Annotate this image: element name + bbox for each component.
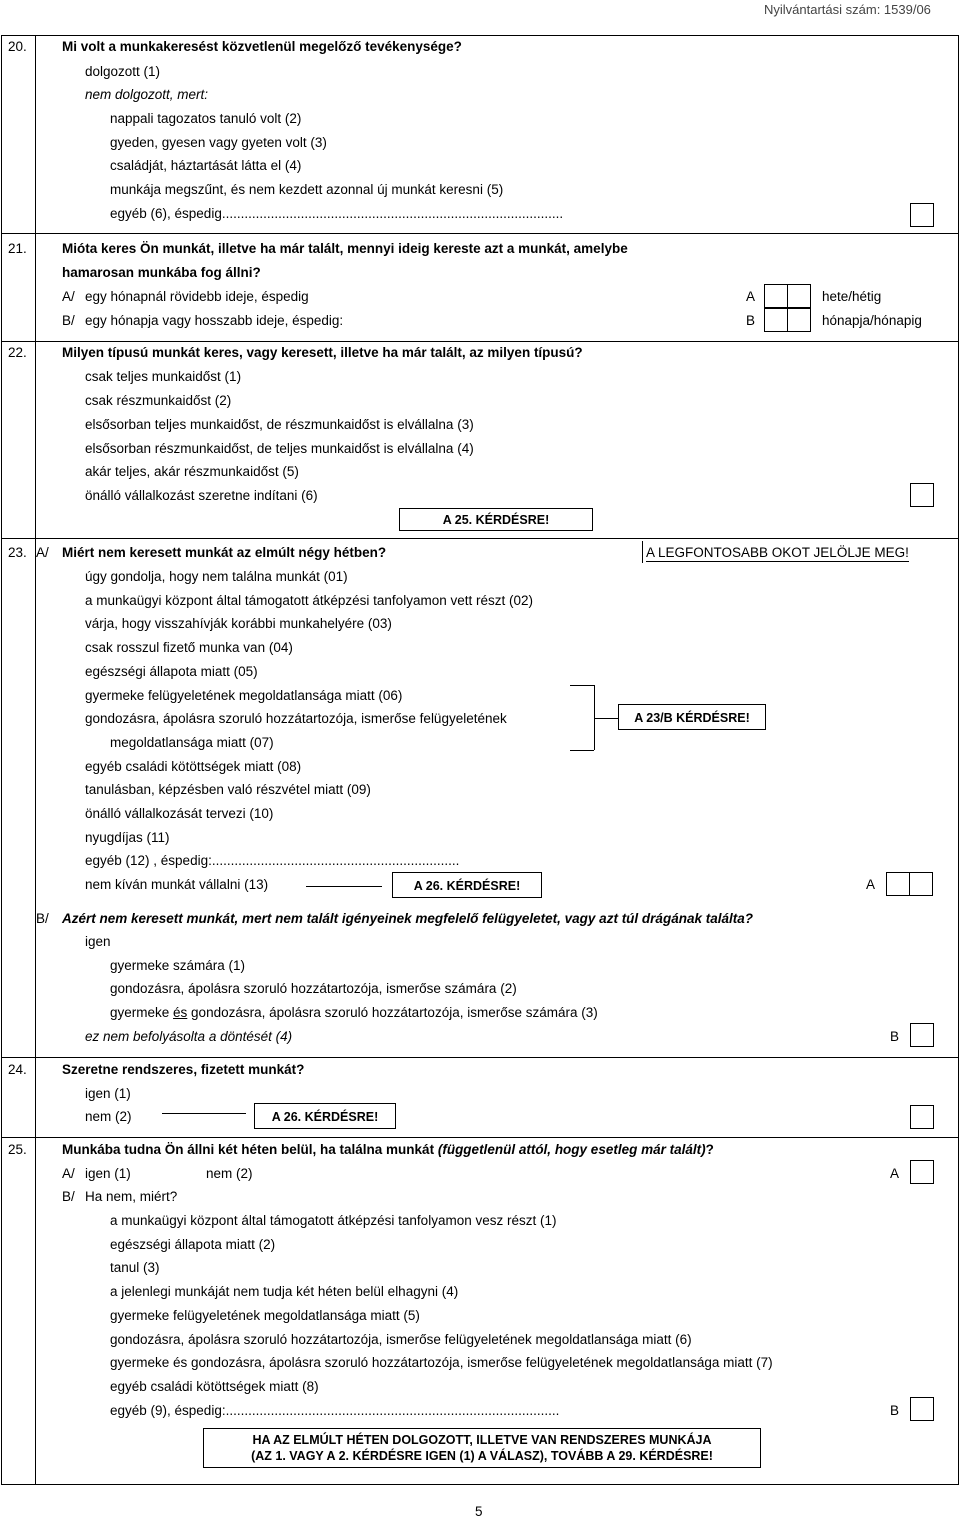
q23-skip-23b-note: A 23/B KÉRDÉSRE! (618, 704, 766, 730)
q25-b-option-6[interactable]: gondozásra, ápolásra szoruló hozzátartozója, ismerőse felügyeletének megoldatlansága miatt (6) (110, 1332, 692, 1347)
q23-a-option-13[interactable]: nem kíván munkát vállalni (13) (85, 877, 269, 892)
q25-b-answer-box[interactable] (910, 1397, 934, 1421)
q20-option-parental[interactable]: gyeden, gyesen vagy gyeten volt (3) (110, 135, 327, 150)
q24-answer-box[interactable] (910, 1105, 934, 1129)
q25-a-box-label: A (890, 1166, 900, 1181)
q21-b-prefix: B/ (62, 313, 75, 328)
q23-a-option-07-line1[interactable]: gondozásra, ápolásra szoruló hozzátartozója, ismerőse felügyeletének (85, 711, 507, 726)
q23-a-option-08[interactable]: egyéb családi kötöttségek miatt (08) (85, 759, 302, 774)
q23-a-digit-box-1[interactable] (886, 872, 910, 896)
q23-a-option-06[interactable]: gyermeke felügyeletének megoldatlansága miatt (06) (85, 688, 403, 703)
q25-number: 25. (8, 1142, 27, 1157)
row-separator-24 (1, 1057, 959, 1058)
q23-bracket-top (570, 685, 594, 686)
q22-option-5[interactable]: akár teljes, akár részmunkaidőst (5) (85, 464, 299, 479)
q21-question-line1: Mióta keres Ön munkát, illetve ha már talált, mennyi ideig kereste azt a munkát, amelybe (62, 241, 628, 256)
q23-a-option-07-line2[interactable]: megoldatlansága miatt (07) (110, 735, 274, 750)
q24-number: 24. (8, 1062, 27, 1077)
q23-instruction-divider (642, 541, 643, 563)
q22-option-1[interactable]: csak teljes munkaidőst (1) (85, 369, 242, 384)
q23-b-prefix: B/ (36, 911, 49, 926)
q25-b-option-3[interactable]: tanul (3) (110, 1260, 160, 1275)
q23-a-option-01[interactable]: úgy gondolja, hogy nem találna munkát (01) (85, 569, 348, 584)
q23-a-prefix: A/ (36, 545, 49, 560)
q23-b-option-1[interactable]: gyermeke számára (1) (110, 958, 246, 973)
q25-question-main: Munkába tudna Ön állni két héten belül, ha találna munkát (62, 1142, 435, 1157)
q23-a-option-12[interactable]: egyéb (12) , éspedig:.................................................................. (85, 853, 460, 868)
q24-question: Szeretne rendszeres, fizetett munkát? (62, 1062, 305, 1077)
form-top-border (1, 35, 959, 36)
q22-option-6[interactable]: önálló vállalkozást szeretne indítani (6) (85, 488, 318, 503)
q23-a-option-10[interactable]: önálló vállalkozását tervezi (10) (85, 806, 274, 821)
q25-final-note-line1: HA AZ ELMÚLT HÉTEN DOLGOZOTT, ILLETVE VAN RENDSZERES MUNKÁJA (252, 1433, 712, 1447)
q23-b-option-3-es: és (173, 1005, 188, 1020)
q20-option-student[interactable]: nappali tagozatos tanuló volt (2) (110, 111, 302, 126)
q25-question-italic: (függetlenül attól, hogy esetleg már talált) (437, 1142, 706, 1157)
form-number-column-line (35, 35, 36, 1484)
q20-option-household[interactable]: családját, háztartását látta el (4) (110, 158, 302, 173)
q22-option-3[interactable]: elsősorban teljes munkaidőst, de részmunkaidőst is elvállalna (3) (85, 417, 474, 432)
q23-b-option-3-post: gondozásra, ápolásra szoruló hozzátartozója, ismerőse számára (3) (187, 1005, 598, 1020)
row-separator-21 (1, 233, 959, 234)
form-right-border (958, 35, 959, 1484)
q24-option-yes[interactable]: igen (1) (85, 1086, 131, 1101)
q20-option-worked[interactable]: dolgozott (1) (85, 64, 161, 79)
q23-b-option-2[interactable]: gondozásra, ápolásra szoruló hozzátartozója, ismerőse számára (2) (110, 981, 517, 996)
q21-a-box-label: A (746, 289, 756, 304)
q25-b-option-9[interactable]: egyéb (9), éspedig:......................................................................................... (110, 1403, 560, 1418)
q25-b-box-label: B (890, 1403, 900, 1418)
q25-final-note (203, 1428, 761, 1468)
q25-a-yes[interactable]: igen (1) (85, 1166, 131, 1181)
row-separator-23 (1, 538, 959, 539)
q21-b-digit-box-1[interactable] (764, 308, 788, 332)
q21-question-line2: hamarosan munkába fog állni? (62, 265, 261, 280)
q25-a-answer-box[interactable] (910, 1160, 934, 1184)
q25-b-question: Ha nem, miért? (85, 1189, 178, 1204)
q20-option-other[interactable]: egyéb (6), éspedig........................................................................................... (110, 206, 564, 221)
q21-a-digit-box-2[interactable] (787, 284, 811, 308)
q21-b-unit: hónapja/hónapig (822, 313, 922, 328)
q25-b-prefix: B/ (62, 1189, 75, 1204)
q21-a-text: egy hónapnál rövidebb ideje, éspedig (85, 289, 309, 304)
q23-a-option-09[interactable]: tanulásban, képzésben való részvétel miatt (09) (85, 782, 371, 797)
q22-answer-box[interactable] (910, 483, 934, 507)
q25-b-option-2[interactable]: egészségi állapota miatt (2) (110, 1237, 276, 1252)
q22-skip-note: A 25. KÉRDÉSRE! (399, 508, 593, 531)
q23-b-option-3[interactable] (110, 1005, 598, 1021)
page-number: 5 (475, 1504, 483, 1519)
q25-b-option-7[interactable]: gyermeke és gondozásra, ápolásra szoruló hozzátartozója, ismerőse felügyeletének megoldatlansága miatt (7) (110, 1355, 773, 1370)
q21-b-text: egy hónapja vagy hosszabb ideje, éspedig: (85, 313, 344, 328)
q20-number: 20. (8, 39, 27, 54)
q23-bracket-arrow (594, 718, 618, 719)
q23-skip-26-note: A 26. KÉRDÉSRE! (392, 872, 542, 898)
q23-bracket-bottom (570, 750, 594, 751)
q21-a-digit-box-1[interactable] (764, 284, 788, 308)
q20-answer-box[interactable] (910, 203, 934, 227)
q23-b-option-4[interactable]: ez nem befolyásolta a döntését (4) (85, 1029, 293, 1044)
q22-number: 22. (8, 345, 27, 360)
q25-question-end: ? (705, 1142, 714, 1157)
q23-b-yes: igen (85, 934, 111, 949)
q23-a-option-02[interactable]: a munkaügyi központ által támogatott átképzési tanfolyamon vett részt (02) (85, 593, 533, 608)
q23-a-question: Miért nem keresett munkát az elmúlt négy hétben? (62, 545, 387, 560)
q25-final-note-line2: (AZ 1. VAGY A 2. KÉRDÉSRE IGEN (1) A VÁLASZ), TOVÁBB A 29. KÉRDÉSRE! (251, 1449, 713, 1463)
q22-option-2[interactable]: csak részmunkaidőst (2) (85, 393, 232, 408)
form-bottom-border (1, 1484, 959, 1485)
q20-question: Mi volt a munkakeresést közvetlenül megelőző tevékenysége? (62, 39, 462, 54)
row-separator-25 (1, 1137, 959, 1138)
q25-b-option-5[interactable]: gyermeke felügyeletének megoldatlansága miatt (5) (110, 1308, 420, 1323)
q21-a-prefix: A/ (62, 289, 75, 304)
q20-option-job-ended[interactable]: munkája megszűnt, és nem kezdett azonnal új munkát keresni (5) (110, 182, 504, 197)
q22-question: Milyen típusú munkát keres, vagy keresett, illetve ha már talált, az milyen típusú? (62, 345, 583, 360)
q23-a-instruction: A LEGFONTOSABB OKOT JELÖLJE MEG! (646, 545, 909, 560)
q23-arrow-line (306, 886, 382, 887)
q23-a-box-label: A (866, 877, 876, 892)
q23-b-box-label: B (890, 1029, 900, 1044)
q25-question (62, 1142, 714, 1158)
q21-b-digit-box-2[interactable] (787, 308, 811, 332)
q23-b-question: Azért nem keresett munkát, mert nem talált igényeinek megfelelő felügyeletet, vagy azt túl drágának találta? (62, 911, 753, 926)
q25-a-prefix: A/ (62, 1166, 75, 1181)
q24-skip-note: A 26. KÉRDÉSRE! (254, 1103, 396, 1129)
q25-b-option-8[interactable]: egyéb családi kötöttségek miatt (8) (110, 1379, 319, 1394)
q23-number: 23. (8, 545, 27, 560)
q23-a-option-11[interactable]: nyugdíjas (11) (85, 830, 170, 845)
q20-option-not-worked: nem dolgozott, mert: (85, 87, 209, 102)
form-left-border (1, 35, 2, 1484)
q23-a-option-05[interactable]: egészségi állapota miatt (05) (85, 664, 258, 679)
q23-a-option-04[interactable]: csak rosszul fizető munka van (04) (85, 640, 293, 655)
q25-b-option-1[interactable]: a munkaügyi központ által támogatott átképzési tanfolyamon vesz részt (1) (110, 1213, 557, 1228)
registration-number: Nyilvántartási szám: 1539/06 (764, 2, 931, 17)
q24-option-no[interactable]: nem (2) (85, 1109, 132, 1124)
q23-b-answer-box[interactable] (910, 1023, 934, 1047)
q21-b-box-label: B (746, 313, 756, 328)
q23-b-option-3-pre: gyermeke (110, 1005, 174, 1020)
row-separator-22 (1, 341, 959, 342)
q22-option-4[interactable]: elsősorban részmunkaidőst, de teljes munkaidőst is elvállalna (4) (85, 441, 474, 456)
q24-arrow-line (162, 1113, 246, 1114)
q23-a-option-03[interactable]: várja, hogy visszahívják korábbi munkahelyére (03) (85, 616, 392, 631)
q23-a-digit-box-2[interactable] (909, 872, 933, 896)
q25-b-option-4[interactable]: a jelenlegi munkáját nem tudja két héten belül elhagyni (4) (110, 1284, 459, 1299)
q21-number: 21. (8, 241, 27, 256)
q21-a-unit: hete/hétig (822, 289, 882, 304)
q25-a-no[interactable]: nem (2) (206, 1166, 253, 1181)
